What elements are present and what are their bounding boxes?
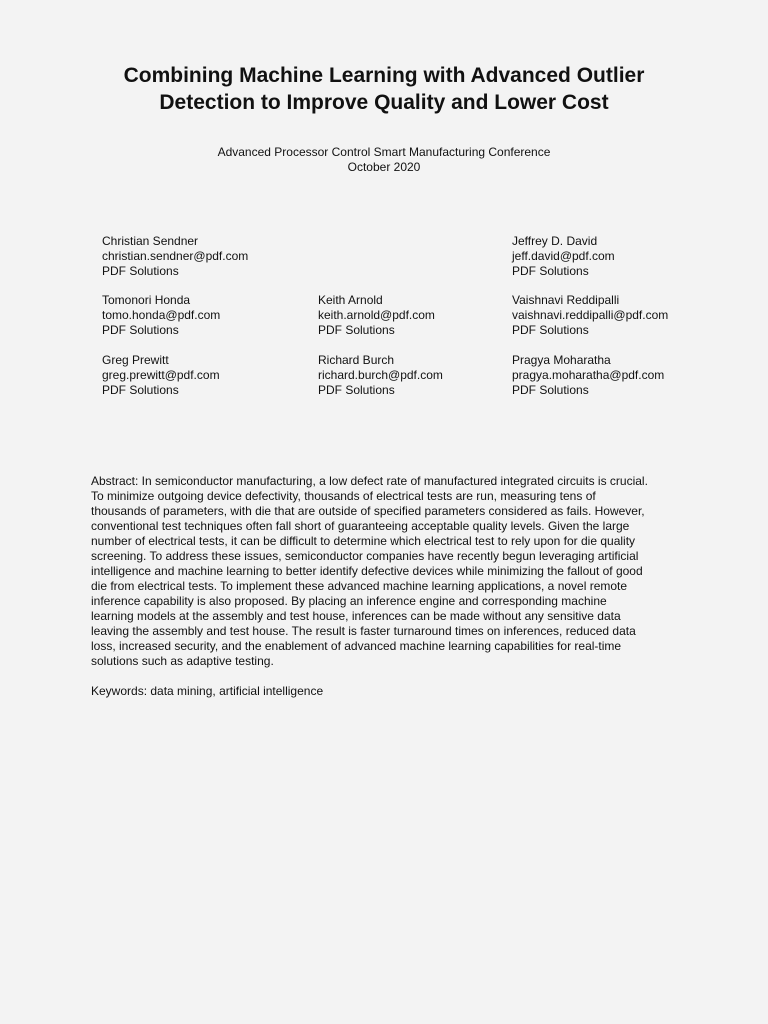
author-affiliation: PDF Solutions <box>512 383 589 397</box>
author-block <box>318 293 518 338</box>
abstract-line: conventional test techniques often fall short of guaranteeing acceptable quality levels. Given the large <box>91 519 630 533</box>
author-name: Keith Arnold <box>318 293 383 307</box>
author-affiliation: PDF Solutions <box>318 323 395 337</box>
author-name: Pragya Moharatha <box>512 353 611 367</box>
conference-date: October 2020 <box>347 160 421 174</box>
author-email: christian.sendner@pdf.com <box>102 249 249 263</box>
abstract-line: die from electrical tests. To implement these advanced machine learning applications, a novel remote <box>91 579 628 593</box>
author-block <box>512 293 712 338</box>
author-email: greg.prewitt@pdf.com <box>102 368 220 382</box>
author-name: Greg Prewitt <box>102 353 169 367</box>
keywords: Keywords: data mining, artificial intelligence <box>91 684 324 698</box>
paper-title <box>60 62 708 116</box>
author-email: jeff.david@pdf.com <box>512 249 615 263</box>
author-block <box>512 234 712 279</box>
author-name: Christian Sendner <box>102 234 199 248</box>
abstract-line: solutions such as adaptive testing. <box>91 654 274 668</box>
author-block <box>102 293 302 338</box>
abstract-line: intelligence and machine learning to better identify defective devices while minimizing the fallout of good <box>91 564 643 578</box>
author-block <box>102 353 302 398</box>
author-block <box>512 353 712 398</box>
abstract-line: Abstract: In semiconductor manufacturing, a low defect rate of manufactured integrated circuits is crucial. <box>91 474 648 488</box>
conference-info <box>60 145 708 175</box>
author-name: Jeffrey D. David <box>512 234 598 248</box>
author-affiliation: PDF Solutions <box>512 323 589 337</box>
author-name: Tomonori Honda <box>102 293 191 307</box>
author-affiliation: PDF Solutions <box>102 264 179 278</box>
title-line: Detection to Improve Quality and Lower Cost <box>159 91 609 114</box>
abstract-line: thousands of parameters, with die that are outside of specified parameters considered as fails. However, <box>91 504 645 518</box>
author-email: vaishnavi.reddipalli@pdf.com <box>512 308 669 322</box>
author-block <box>318 353 518 398</box>
abstract-line: number of electrical tests, it can be difficult to determine which electrical test to rely upon for die quality <box>91 534 636 548</box>
author-name: Richard Burch <box>318 353 395 367</box>
abstract-line: leaving the assembly and test house. The result is faster turnaround times on inferences, reduced data <box>91 624 636 638</box>
author-email: keith.arnold@pdf.com <box>318 308 435 322</box>
abstract-line: inference capability is also proposed. By placing an inference engine and corresponding machine <box>91 594 607 608</box>
author-affiliation: PDF Solutions <box>102 383 179 397</box>
author-email: richard.burch@pdf.com <box>318 368 443 382</box>
author-block <box>102 234 302 279</box>
author-email: pragya.moharatha@pdf.com <box>512 368 665 382</box>
author-name: Vaishnavi Reddipalli <box>512 293 620 307</box>
author-affiliation: PDF Solutions <box>512 264 589 278</box>
abstract-line: To minimize outgoing device defectivity, thousands of electrical tests are run, measuring tens of <box>91 489 596 503</box>
abstract-line: loss, increased security, and the enablement of advanced machine learning capabilities for real-time <box>91 639 622 653</box>
conference-name: Advanced Processor Control Smart Manufacturing Conference <box>217 145 551 159</box>
abstract-line: screening. To address these issues, semiconductor companies have recently begun leveraging artificial <box>91 549 639 563</box>
abstract-line: learning models at the assembly and test house, inferences can be made without any sensitive data <box>91 609 621 623</box>
title-line: Combining Machine Learning with Advanced Outlier <box>123 64 645 87</box>
author-affiliation: PDF Solutions <box>318 383 395 397</box>
author-affiliation: PDF Solutions <box>102 323 179 337</box>
author-email: tomo.honda@pdf.com <box>102 308 221 322</box>
abstract <box>91 474 681 669</box>
